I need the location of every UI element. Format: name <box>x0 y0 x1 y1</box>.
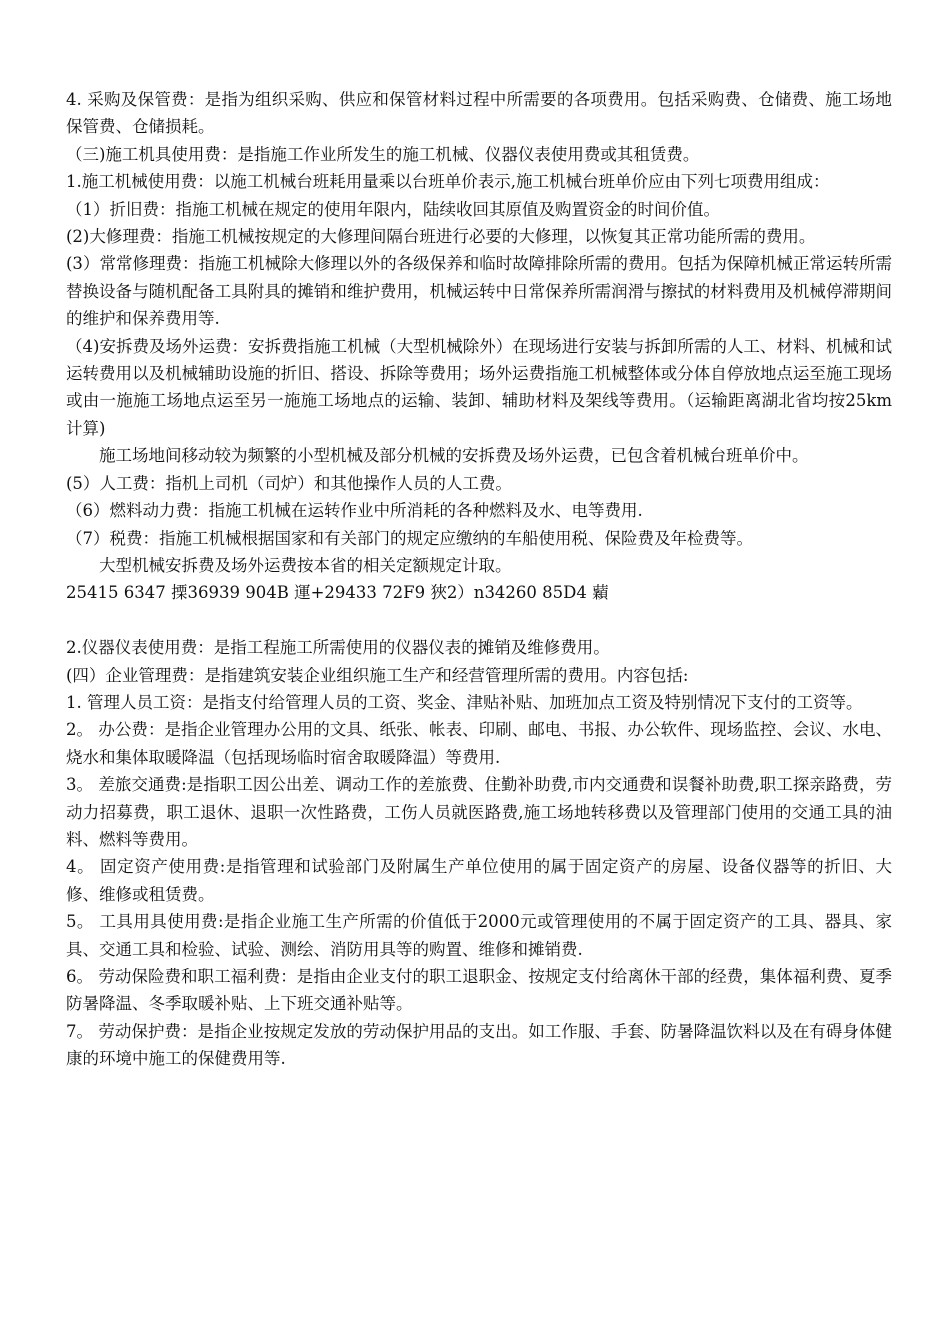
paragraph-fixed-assets-fee: 4。 固定资产使用费:是指管理和试验部门及附属生产单位使用的属于固定资产的房屋、设备仪器等的折旧、大修、维修或租赁费。 <box>66 857 892 904</box>
blank-line <box>66 607 892 634</box>
paragraph-garbled-code-line: 25415 6347 搮36939 904B 運+29433 72F9 狹2）n34260 85D4 蘔 <box>66 583 609 603</box>
paragraph-small-machinery-note: 施工场地间移动较为频繁的小型机械及部分机械的安拆费及场外运费，已包含着机械台班单价中。 <box>66 446 809 466</box>
paragraph-large-machinery-note: 大型机械安拆费及场外运费按本省的相关定额规定计取。 <box>66 555 512 575</box>
paragraph-major-repair: (2)大修理费：指施工机械按规定的大修理间隔台班进行必要的大修理，以恢复其正常功能所需的费用。 <box>66 227 816 247</box>
paragraph-office-fee: 2。 办公费：是指企业管理办公用的文具、纸张、帐表、印刷、邮电、书报、办公软件、现场监控、会议、水电、烧水和集体取暖降温（包括现场临时宿舍取暖降温）等费用. <box>66 720 892 767</box>
paragraph-section-3-heading: （三)施工机具使用费：是指施工作业所发生的施工机械、仪器仪表使用费或其租赁费。 <box>66 144 700 164</box>
paragraph-depreciation: （1）折旧费：指施工机械在规定的使用年限内，陆续收回其原值及购置资金的时间价值。 <box>66 199 720 219</box>
paragraph-labor-fee: (5）人工费：指机上司机（司炉）和其他操作人员的人工费。 <box>66 473 512 493</box>
paragraph-routine-repair: (3）常常修理费：指施工机械除大修理以外的各级保养和临时故障排除所需的费用。包括为保障机械正常运转所需替换设备与随机配备工具附具的摊销和维护费用，机械运转中日常保养所需润滑与擦拭的材料费用及机械停滞期间的维护和保养费用等. <box>66 254 892 329</box>
paragraph-tools-fee: 5。 工具用具使用费:是指企业施工生产所需的价值低于2000元或管理使用的不属于固定资产的工具、器具、家具、交通工具和检验、试验、测绘、消防用具等的购置、维修和摊销费. <box>66 912 892 959</box>
paragraph-section-4-heading: (四）企业管理费：是指建筑安装企业组织施工生产和经营管理所需的费用。内容包括: <box>66 665 689 685</box>
paragraph-taxes: （7）税费：指施工机械根据国家和有关部门的规定应缴纳的车船使用税、保险费及年检费等。 <box>66 528 753 548</box>
paragraph-installation-transport: （4)安拆费及场外运费：安拆费指施工机械（大型机械除外）在现场进行安装与拆卸所需的人工、材料、机械和试运转费用以及机械辅助设施的折旧、搭设、拆除等费用；场外运费指施工机械整体或分体自停放地点运至施工现场或由一施施工场地点运至另一施施工场地点的运输、装卸、辅助材料及架线等费用。（运输距离湖北省均按25km计算) <box>66 336 892 438</box>
paragraph-management-salary: 1. 管理人员工资：是指支付给管理人员的工资、奖金、津贴补贴、加班加点工资及特别情况下支付的工资等。 <box>66 692 863 712</box>
paragraph-travel-fee: 3。 差旅交通费:是指职工因公出差、调动工作的差旅费、住勤补助费,市内交通费和误餐补助费,职工探亲路费，劳动力招募费，职工退休、退职一次性路费，工伤人员就医路费,施工场地转移费以及管理部门使用的交通工具的油料、燃料等费用。 <box>66 775 892 849</box>
paragraph-labor-protection: 7。 劳动保护费：是指企业按规定发放的劳动保护用品的支出。如工作服、手套、防暑降温饮料以及在有碍身体健康的环境中施工的保健费用等. <box>66 1021 892 1069</box>
paragraph-machinery-fee: 1.施工机械使用费：以施工机械台班耗用量乘以台班单价表示,施工机械台班单价应由下列七项费用组成： <box>66 172 830 192</box>
paragraph-fuel-power: （6）燃料动力费：指施工机械在运转作业中所消耗的各种燃料及水、电等费用. <box>66 501 643 521</box>
paragraph-procurement-fee: 4. 采购及保管费：是指为组织采购、供应和保管材料过程中所需要的各项费用。包括采购费、仓储费、施工场地保管费、仓储损耗。 <box>66 90 892 137</box>
paragraph-instrument-fee: 2.仪器仪表使用费：是指工程施工所需使用的仪器仪表的摊销及维修费用。 <box>66 638 610 658</box>
paragraph-insurance-welfare: 6。 劳动保险费和职工福利费：是指由企业支付的职工退职金、按规定支付给离休干部的经费，集体福利费、夏季防暑降温、冬季取暖补贴、上下班交通补贴等。 <box>66 966 892 1014</box>
document-page <box>66 86 892 1073</box>
